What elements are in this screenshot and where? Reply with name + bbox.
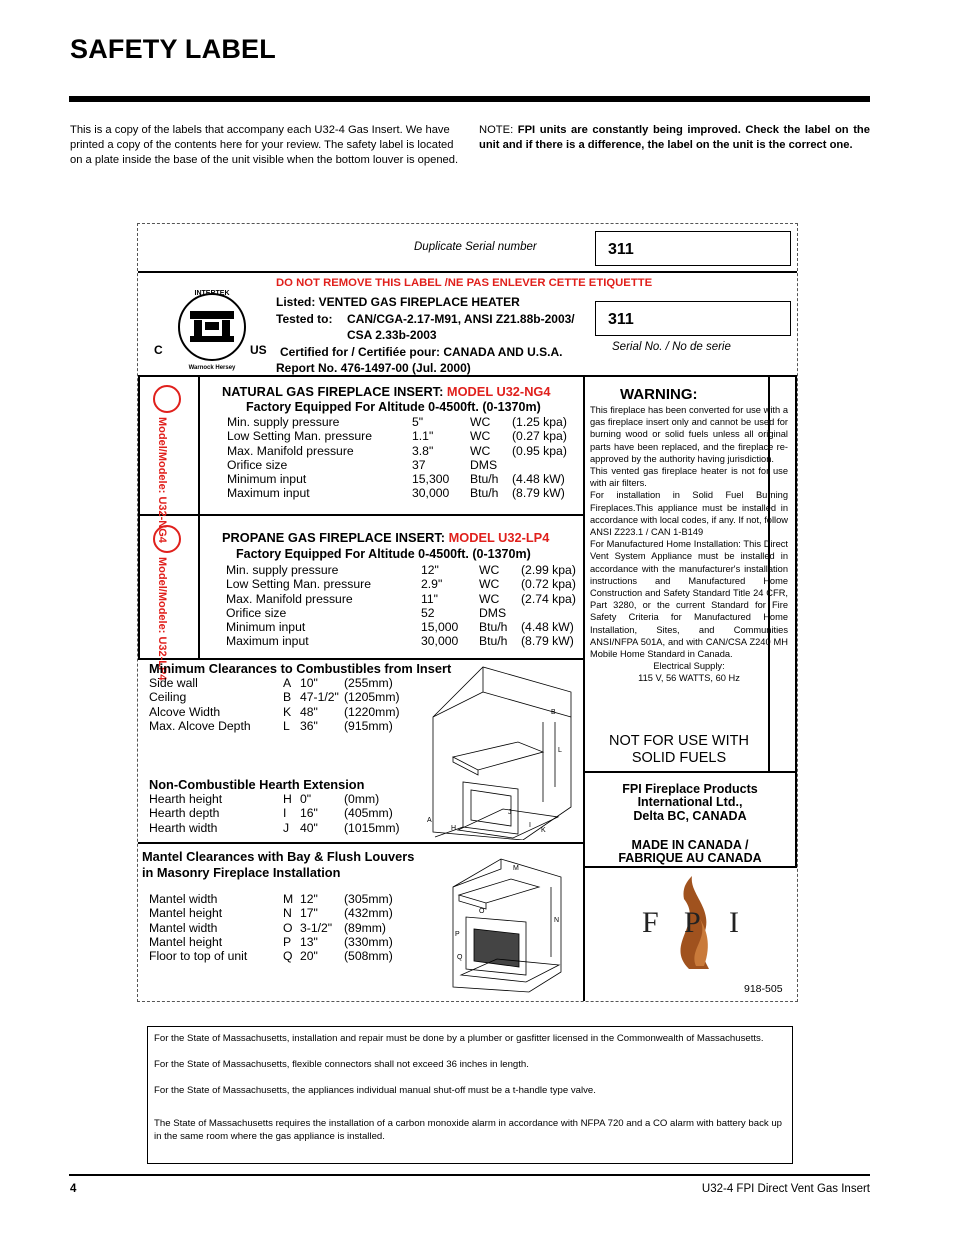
diagram-letter-j: J: [508, 809, 512, 816]
spec-cell: 3-1/2": [300, 920, 333, 935]
spec-cell: (2.74 kpa): [521, 591, 576, 606]
spec-cell: (8.79 kW): [512, 486, 565, 501]
spec-row: [149, 935, 404, 949]
spec-cell: (89mm): [344, 920, 386, 935]
electrical-supply-value: 115 V, 56 WATTS, 60 Hz: [638, 673, 740, 684]
mass-notice-3: For the State of Massachusetts, the appliances individual manual shut-off must be a t-handle type valve.: [154, 1085, 596, 1096]
spec-cell: Hearth width: [149, 820, 218, 835]
company-line3: Delta BC, CANADA: [633, 809, 747, 823]
spec-cell: 5": [412, 415, 424, 429]
spec-cell: Btu/h: [479, 620, 508, 635]
doc-title: U32-4 FPI Direct Vent Gas Insert: [701, 1183, 870, 1195]
diagram-letter-b: B: [551, 709, 556, 716]
logo-c: C: [154, 343, 163, 357]
spec-cell: [512, 458, 572, 472]
footer-rule: [69, 1174, 870, 1176]
spec-cell: O: [283, 920, 293, 935]
company-line1: FPI Fireplace Products: [622, 782, 758, 796]
spec-cell: L: [283, 718, 290, 733]
spec-cell: (8.79 kW): [521, 634, 574, 649]
spec-cell: WC: [470, 429, 491, 444]
spec-cell: K: [283, 704, 292, 719]
spec-cell: Orifice size: [226, 605, 287, 620]
spec-cell: Max. Manifold pressure: [226, 591, 353, 606]
serial-value-box: 311: [595, 231, 791, 266]
diagram-letter-l: L: [558, 747, 562, 754]
spec-cell: (1015mm): [344, 820, 400, 835]
spec-cell: (305mm): [344, 892, 393, 906]
warning-heading: WARNING:: [620, 386, 698, 403]
mantel-table: [149, 892, 404, 963]
mantel-heading-2: in Masonry Fireplace Installation: [142, 865, 341, 880]
spec-cell: Low Setting Man. pressure: [227, 429, 372, 444]
spec-cell: M: [283, 892, 294, 906]
spec-cell: 12": [300, 892, 318, 906]
warning-p4: For Manufactured Home Installation: This Direct Vent System Appliance must be installed in accordance with the manufacturer's installation instructions and Manufactured Home Construction and Safety Standard Title 24 CFR, Part 3280, or the current Standard for Fire Safety Criteria for Manufactured Home Installation, Sites, and Communities ANSI/NFPA 501A, and with CAN/CSA Z240 MH Mobile Home Standard in Canada.: [590, 539, 788, 660]
spec-cell: Floor to top of unit: [149, 949, 248, 964]
lp-heading: [222, 530, 549, 545]
spec-cell: B: [283, 690, 292, 705]
spec-cell: 40": [300, 820, 318, 835]
divider: [198, 375, 200, 515]
spec-row: [149, 690, 404, 704]
spec-cell: DMS: [479, 605, 507, 620]
spec-cell: (915mm): [344, 718, 393, 733]
ng-heading-text: NATURAL GAS FIREPLACE INSERT:: [222, 384, 444, 399]
divider: [138, 271, 797, 273]
not-for-use-line1: NOT FOR USE WITH: [609, 733, 749, 749]
spec-cell: 48": [300, 704, 318, 719]
spec-cell: 13": [300, 934, 318, 949]
spec-cell: I: [283, 806, 287, 821]
page-number: 4: [70, 1183, 77, 1195]
spec-cell: Mantel height: [149, 906, 223, 921]
mass-notice-1: For the State of Massachusetts, installation and repair must be done by a plumber or gasfitter licensed in the Commonwealth of Massachusetts.: [154, 1033, 764, 1044]
lp-side-label: Model/Modele: U32-LP4: [156, 557, 168, 681]
diagram-letter-p: P: [455, 931, 460, 938]
made-in-canada: MADE IN CANADA /: [631, 838, 749, 852]
warning-text: [590, 404, 788, 685]
spec-cell: (4.48 kW): [512, 472, 565, 487]
divider: [583, 375, 585, 1001]
spec-cell: (2.99 kpa): [521, 563, 576, 577]
spec-row: [226, 592, 581, 606]
serial-value-box-2: 311: [595, 301, 791, 336]
spec-cell: WC: [470, 443, 491, 458]
spec-cell: 47-1/2": [300, 690, 339, 705]
lp-altitude: Factory Equipped For Altitude 0-4500ft. (0-1370m): [236, 547, 531, 561]
spec-cell: 17": [300, 906, 318, 921]
certified-text: Certified for / Certifiée pour: CANADA AND U.S.A.: [280, 345, 563, 359]
mantel-heading-1: Mantel Clearances with Bay & Flush Louvers: [142, 849, 415, 864]
fpi-letter-i: I: [729, 906, 739, 939]
spec-cell: Minimum input: [226, 620, 306, 635]
spec-row: [227, 458, 572, 472]
spec-cell: (4.48 kW): [521, 620, 574, 635]
mass-notice-4: The State of Massachusetts requires the installation of a carbon monoxide alarm in accordance with NFPA 720 and a CO alarm with battery back up in the same room where the gas appliance is installed.: [154, 1118, 783, 1142]
logo-bottom-text: Warnock Hersey: [188, 365, 236, 371]
ng-side-label: Model/Modele: U32-NG4: [156, 417, 168, 543]
spec-cell: 37: [412, 457, 426, 472]
safety-label: [137, 223, 798, 1002]
lp-check-circle: [153, 525, 181, 553]
divider: [795, 375, 797, 867]
spec-cell: DMS: [470, 457, 498, 472]
warning-p1: This fireplace has been converted for use with a gas fireplace insert only and cannot be used for burning wood or solid fuels unless all original parts have been replaced, and the fireplace re-approved by the authority having jurisdiction.: [590, 405, 788, 464]
do-not-remove-warning: DO NOT REMOVE THIS LABEL /NE PAS ENLEVER CETTE ETIQUETTE: [276, 277, 653, 289]
spec-cell: 10": [300, 676, 318, 690]
spec-cell: (0.95 kpa): [512, 443, 567, 458]
spec-cell: 11": [421, 591, 438, 606]
spec-row: [227, 472, 572, 486]
spec-row: [149, 719, 404, 733]
note-prefix: NOTE:: [479, 124, 514, 136]
listed-text: Listed: VENTED GAS FIREPLACE HEATER: [276, 295, 520, 309]
spec-row: [149, 921, 404, 935]
spec-cell: (508mm): [344, 949, 393, 964]
spec-cell: Low Setting Man. pressure: [226, 577, 371, 592]
diagram-letter-i: I: [529, 822, 531, 829]
spec-cell: 30,000: [421, 634, 459, 649]
spec-cell: Alcove Width: [149, 704, 221, 719]
note-bold: FPI units are constantly being improved. Check the label on the unit and if there is a difference, the label on the unit is the correct one.: [479, 124, 870, 152]
ng-altitude: Factory Equipped For Altitude 0-4500ft. (0-1370m): [246, 400, 541, 414]
spec-cell: WC: [470, 415, 491, 429]
divider: [138, 514, 584, 516]
spec-cell: 15,000: [421, 620, 459, 635]
diagram-letter-a: A: [427, 817, 432, 824]
part-number: 918-505: [744, 983, 783, 995]
spec-cell: 16": [300, 806, 318, 821]
logo-us: US: [250, 343, 267, 357]
spec-cell: 15,300: [412, 472, 450, 487]
spec-cell: 20": [300, 949, 318, 964]
diagram-letter-h: H: [451, 825, 457, 832]
spec-cell: 52: [421, 605, 435, 620]
spec-cell: Minimum input: [227, 472, 307, 487]
spec-cell: (255mm): [344, 676, 393, 690]
spec-row: [226, 620, 581, 634]
spec-cell: 12": [421, 563, 439, 577]
diagram-letter-n: N: [554, 917, 560, 924]
spec-cell: (432mm): [344, 906, 393, 921]
spec-cell: P: [283, 934, 292, 949]
lp-model: MODEL U32-LP4: [448, 530, 550, 545]
spec-cell: Orifice size: [227, 457, 288, 472]
spec-cell: Q: [283, 949, 293, 964]
company-line2: International Ltd.,: [637, 795, 743, 809]
spec-row: [149, 792, 404, 806]
ng-check-circle: [153, 385, 181, 413]
spec-cell: Hearth depth: [149, 806, 220, 821]
ng-spec-table: [227, 415, 572, 501]
title-rule: [69, 96, 870, 102]
spec-cell: (1220mm): [344, 704, 400, 719]
diagram-letter-k: K: [541, 827, 546, 834]
spec-cell: Hearth height: [149, 792, 223, 806]
spec-cell: (0.72 kpa): [521, 577, 576, 592]
ng-model: MODEL U32-NG4: [446, 384, 551, 399]
warning-p2: This vented gas fireplace heater is not for use with air filters.: [590, 466, 788, 489]
spec-cell: 1.1": [412, 429, 434, 444]
spec-row: [149, 949, 404, 963]
spec-row: [149, 676, 404, 690]
serial-caption: Serial No. / No de serie: [612, 341, 731, 353]
spec-row: [149, 892, 404, 906]
spec-cell: Ceiling: [149, 690, 187, 705]
clearance-diagram: [423, 662, 581, 840]
page-title: SAFETY LABEL: [70, 34, 276, 64]
duplicate-serial-label: Duplicate Serial number: [414, 241, 537, 253]
mantel-diagram: [441, 857, 573, 995]
fpi-letter-p: P: [684, 906, 701, 939]
spec-row: [226, 606, 581, 620]
tested-to-label: Tested to:: [276, 312, 333, 326]
mass-notice-2: For the State of Massachusetts, flexible connectors shall not exceed 36 inches in length.: [154, 1059, 529, 1070]
spec-row: [149, 705, 404, 719]
divider: [138, 375, 140, 515]
ng-heading: [222, 384, 551, 399]
note-paragraph: [479, 123, 870, 153]
hearth-heading: Non-Combustible Hearth Extension: [149, 777, 365, 792]
warning-p3: For installation in Solid Fuel Burning Fireplaces.This appliance must be installed in accordance with local codes, if any. If not, follow ANSI Z223.1 / CAN 1-B149: [590, 490, 788, 538]
spec-row: [149, 806, 404, 820]
logo-top-text: INTERTEK: [194, 290, 230, 297]
spec-cell: Maximum input: [226, 634, 309, 649]
spec-cell: (0mm): [344, 792, 380, 806]
spec-cell: Min. supply pressure: [226, 563, 339, 577]
spec-cell: Mantel width: [149, 920, 218, 935]
spec-cell: J: [283, 820, 290, 835]
electrical-supply-label: Electrical Supply:: [653, 661, 725, 672]
spec-row: [149, 906, 404, 920]
spec-cell: A: [283, 676, 292, 690]
spec-cell: 30,000: [412, 486, 450, 501]
not-for-use-line2: SOLID FUELS: [631, 750, 727, 766]
clearances-heading: Minimum Clearances to Combustibles from Insert: [149, 661, 452, 676]
spec-cell: Btu/h: [479, 634, 508, 649]
spec-row: [226, 577, 581, 591]
spec-cell: 3.8": [412, 443, 434, 458]
spec-row: [227, 429, 572, 443]
spec-cell: 36": [300, 718, 318, 733]
diagram-letter-q: Q: [457, 954, 463, 961]
spec-cell: (1.25 kpa): [512, 415, 567, 429]
spec-cell: (0.27 kpa): [512, 429, 567, 444]
lp-heading-text: PROPANE GAS FIREPLACE INSERT:: [222, 530, 446, 545]
spec-cell: WC: [479, 563, 500, 577]
spec-cell: Btu/h: [470, 486, 499, 501]
divider: [138, 658, 584, 660]
tested-to-line1: CAN/CGA-2.17-M91, ANSI Z21.88b-2003/: [347, 312, 575, 326]
spec-row: [227, 415, 572, 429]
spec-cell: (405mm): [344, 806, 393, 821]
divider: [198, 514, 200, 660]
divider: [584, 866, 797, 868]
spec-row: [226, 563, 581, 577]
spec-row: [226, 634, 581, 648]
spec-cell: WC: [479, 591, 500, 606]
divider: [138, 842, 584, 844]
clearances-table: [149, 676, 404, 733]
spec-row: [227, 444, 572, 458]
spec-cell: H: [283, 792, 292, 806]
lp-spec-table: [226, 563, 581, 649]
hearth-table: [149, 792, 404, 835]
report-number: Report No. 476-1497-00 (Jul. 2000): [276, 361, 471, 375]
divider: [138, 514, 140, 660]
spec-cell: Side wall: [149, 676, 198, 690]
spec-cell: 0": [300, 792, 312, 806]
fpi-letter-f: F: [642, 906, 659, 939]
spec-row: [149, 821, 404, 835]
tested-to-line2: CSA 2.33b-2003: [347, 328, 437, 342]
spec-cell: Maximum input: [227, 486, 310, 501]
spec-cell: WC: [479, 577, 500, 592]
spec-cell: (1205mm): [344, 690, 400, 705]
spec-cell: [521, 606, 581, 620]
fpi-logo: [634, 874, 760, 974]
spec-cell: Mantel height: [149, 934, 223, 949]
spec-cell: N: [283, 906, 292, 921]
spec-cell: (330mm): [344, 934, 393, 949]
spec-cell: Max. Alcove Depth: [149, 718, 251, 733]
diagram-letter-o: O: [479, 908, 485, 915]
fabrique-au-canada: FABRIQUE AU CANADA: [618, 851, 762, 865]
intertek-logo: [152, 284, 272, 374]
intro-paragraph: This is a copy of the labels that accompany each U32-4 Gas Insert. We have printed a copy of the contents here for your review. The safety label is located on a plate inside the base of the unit visible when the bottom louver is opened.: [70, 124, 459, 167]
spec-row: [227, 486, 572, 500]
massachusetts-notice: [147, 1026, 793, 1164]
spec-cell: Max. Manifold pressure: [227, 443, 354, 458]
spec-cell: 2.9": [421, 577, 443, 592]
spec-cell: Mantel width: [149, 892, 218, 906]
spec-cell: Btu/h: [470, 472, 499, 487]
divider: [584, 771, 797, 773]
diagram-letter-m: M: [513, 865, 519, 872]
spec-cell: Min. supply pressure: [227, 415, 340, 429]
divider: [138, 375, 797, 377]
